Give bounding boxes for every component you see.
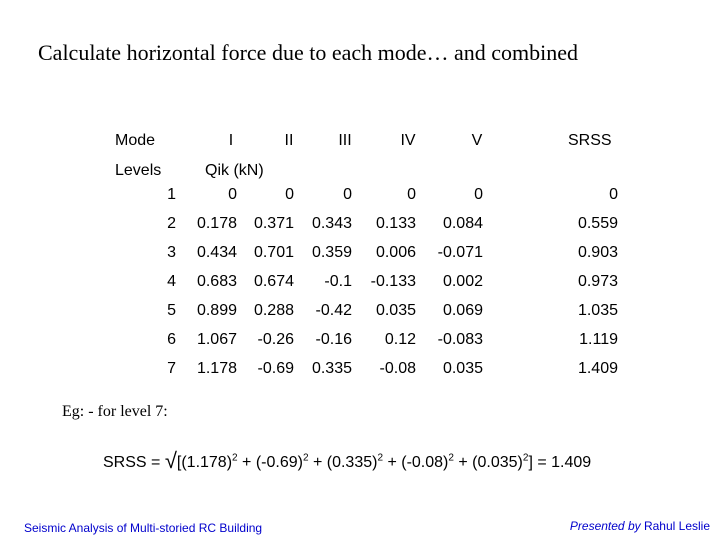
table-cell: 0.178 bbox=[196, 215, 237, 232]
table-cell: 0.288 bbox=[253, 302, 294, 319]
table-cell: 0.035 bbox=[442, 360, 483, 377]
table-cell: 1.067 bbox=[196, 331, 237, 348]
table-cell: 0.084 bbox=[442, 215, 483, 232]
table-cell: 0.002 bbox=[442, 273, 483, 290]
table-cell: 0 bbox=[343, 186, 352, 203]
table-cell: 0 bbox=[228, 186, 237, 203]
table-cell: 0.335 bbox=[311, 360, 352, 377]
table-row bbox=[0, 331, 720, 360]
table-cell: 0.035 bbox=[375, 302, 416, 319]
footer-course-title: Seismic Analysis of Multi-storied RC Building bbox=[24, 521, 263, 535]
formula-term-1: [(1.178) bbox=[176, 454, 233, 471]
table-cell: 0.701 bbox=[253, 244, 294, 261]
unit-header: Qik (kN) bbox=[205, 162, 264, 179]
table-cell: 1.409 bbox=[577, 360, 618, 377]
table-row bbox=[0, 273, 720, 302]
levels-header: Levels bbox=[115, 162, 162, 179]
column-header: IV bbox=[400, 132, 416, 149]
table-cell: 0 bbox=[474, 186, 483, 203]
level-number: 4 bbox=[167, 273, 176, 290]
formula-term-5: + (0.035) bbox=[453, 454, 523, 471]
example-label: Eg: - for level 7: bbox=[62, 403, 168, 420]
table-row bbox=[0, 244, 720, 273]
table-cell: -0.42 bbox=[315, 302, 352, 319]
formula-result: = 1.409 bbox=[532, 454, 592, 471]
level-number: 7 bbox=[167, 360, 176, 377]
exp-1: 2 bbox=[232, 452, 238, 464]
square-root-icon: √ bbox=[164, 448, 177, 473]
footer-presenter-name: Rahul Leslie bbox=[640, 519, 710, 533]
formula-term-2: + (-0.69) bbox=[237, 454, 303, 471]
srss-formula bbox=[103, 447, 591, 473]
table-cell: -0.16 bbox=[315, 331, 352, 348]
table-cell: 0.674 bbox=[253, 273, 294, 290]
table-cell: 0.973 bbox=[577, 273, 618, 290]
table-cell: 1.119 bbox=[579, 331, 618, 348]
table-cell: 0.434 bbox=[196, 244, 237, 261]
table-cell: -0.69 bbox=[257, 360, 294, 377]
table-cell: -0.1 bbox=[324, 273, 352, 290]
table-cell: 0.683 bbox=[196, 273, 237, 290]
column-header: V bbox=[471, 132, 483, 149]
table-cell: -0.133 bbox=[370, 273, 416, 290]
formula-close: ] bbox=[528, 454, 533, 471]
table-cell: 0.559 bbox=[577, 215, 618, 232]
column-header: SRSS bbox=[568, 132, 612, 149]
table-cell: 0.903 bbox=[577, 244, 618, 261]
table-cell: 0 bbox=[285, 186, 294, 203]
table-cell: -0.083 bbox=[437, 331, 483, 348]
table-cell: -0.08 bbox=[379, 360, 416, 377]
level-number: 2 bbox=[167, 215, 176, 232]
table-cell: -0.26 bbox=[257, 331, 294, 348]
level-number: 1 bbox=[167, 186, 176, 203]
table-cell: 0.069 bbox=[442, 302, 483, 319]
table-cell: 0.133 bbox=[375, 215, 416, 232]
table-row bbox=[0, 186, 720, 215]
table-cell: 1.178 bbox=[196, 360, 237, 377]
exp-4: 2 bbox=[448, 452, 454, 464]
exp-5: 2 bbox=[522, 452, 529, 464]
formula-lhs: SRSS = bbox=[103, 454, 161, 471]
table-row bbox=[0, 360, 720, 389]
table-cell: 0.343 bbox=[311, 215, 352, 232]
formula-term-3: + (0.335) bbox=[308, 454, 378, 471]
mode-header: Mode bbox=[115, 132, 156, 149]
table-cell: 1.035 bbox=[577, 302, 618, 319]
level-number: 3 bbox=[167, 244, 176, 261]
formula-term-4: + (-0.08) bbox=[383, 454, 449, 471]
table-row bbox=[0, 215, 720, 244]
footer-presented-by: Presented by bbox=[569, 519, 641, 533]
table-row bbox=[0, 302, 720, 331]
exp-2: 2 bbox=[302, 452, 309, 464]
table-cell: 0.371 bbox=[253, 215, 294, 232]
level-number: 6 bbox=[167, 331, 176, 348]
table-cell: 0 bbox=[407, 186, 416, 203]
table-cell: 0.12 bbox=[384, 331, 416, 348]
table-cell: 0 bbox=[609, 186, 618, 203]
exp-3: 2 bbox=[377, 452, 384, 464]
column-header: III bbox=[338, 132, 352, 149]
column-header: I bbox=[228, 132, 234, 149]
level-number: 5 bbox=[167, 302, 176, 319]
footer-presenter bbox=[570, 519, 710, 533]
table-cell: 0.006 bbox=[375, 244, 416, 261]
column-header: II bbox=[284, 132, 294, 149]
table-cell: 0.359 bbox=[311, 244, 352, 261]
slide-title: Calculate horizontal force due to each mode… and combined bbox=[38, 40, 579, 65]
table-cell: -0.071 bbox=[437, 244, 483, 261]
table-cell: 0.899 bbox=[196, 302, 237, 319]
